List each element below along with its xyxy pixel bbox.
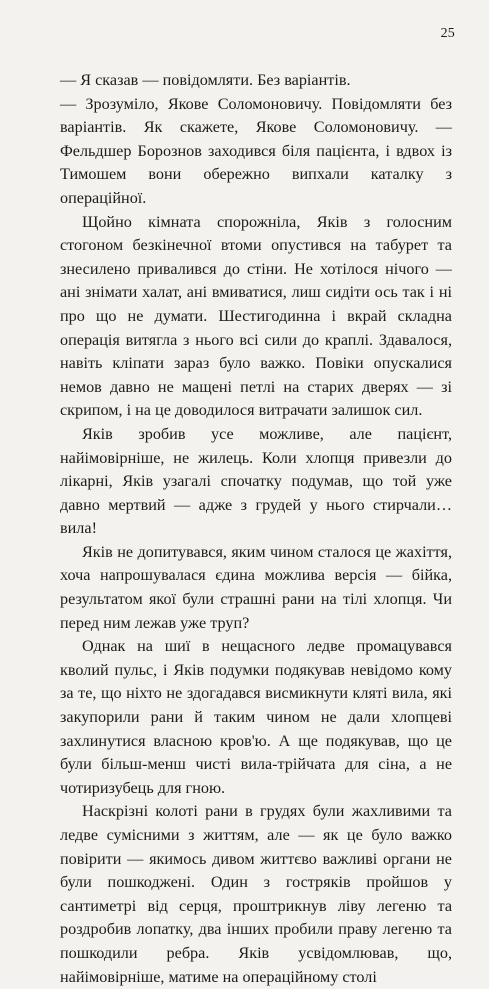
paragraph-5: Яків не допитувався, яким чином сталося це жахіття, хоча напрошувалася єдина можлива версія — бійка, результатом якої були страшні рани на тілі хлопця. Чи перед ним лежав уже труп? <box>60 542 452 632</box>
paragraph-7: Наскрізні колоті рани в грудях були жахливими та ледве сумісними з життям, але — як це було важко повірити — якимось дивом життєво важливі органи не були пошкоджені. Один з гостряків пройшов у сантиметрі від серця, проштрикнув ліву легеню та роздробив лопатку, два інших пробили праву легеню та пошкодили ребра. Яків усвідомлював, що, найімовірніше, матиме на операційному столі <box>60 802 452 986</box>
paragraph-3: Щойно кімната спорожніла, Яків з голосним стогоном безкінечної втоми опустився на табурет та знесилено привалився до стіни. Не хотілося нічого — ані знімати халат, ані вмиватися, лиш сидіти ось так і ні про що не думати. Шестигодинна і вкрай складна операція витягла з нього всі сили до краплі. Здавалося, навіть кліпати зараз було важко. Повіки опускалися немов давно не мащені петлі на старих дверях — зі скрипом, і на це доводилося витрачати залишок сил. <box>60 212 452 420</box>
paragraph-4: Яків зробив усе можливе, але пацієнт, найімовірніше, не жилець. Коли хлопця привезли до лікарні, Яків узагалі спочатку подумав, що той уже давно мертвий — адже з грудей у нього стирчали… вила! <box>60 424 452 538</box>
page-number: 25 <box>440 26 455 41</box>
paragraph-6: Однак на шиї в нещасного ледве промацувався кволий пульс, і Яків подумки подякував невідомо кому за те, що ніхто не здогадався висмикнути кляті вила, які закупорили рани й таким чином не дали хлопцеві захлинутися власною кров'ю. А ще подякував, що це були більш-менш чисті вила-трійчата для сіна, а не чотиризубець для гною. <box>60 637 452 797</box>
paragraph-dialog-1: — Я сказав — повідомляти. Без варіантів. <box>60 71 351 89</box>
paragraph-dialog-2: — Зрозуміло, Якове Соломоновичу. Повідомляти без варіантів. Як скажете, Якове Соломоновичу. — Фельдшер Борознов заходився біля пацієнта, і вдвох із Тимошем вони обережно випхали каталку з операційної. <box>60 94 452 207</box>
body-text <box>60 69 452 989</box>
